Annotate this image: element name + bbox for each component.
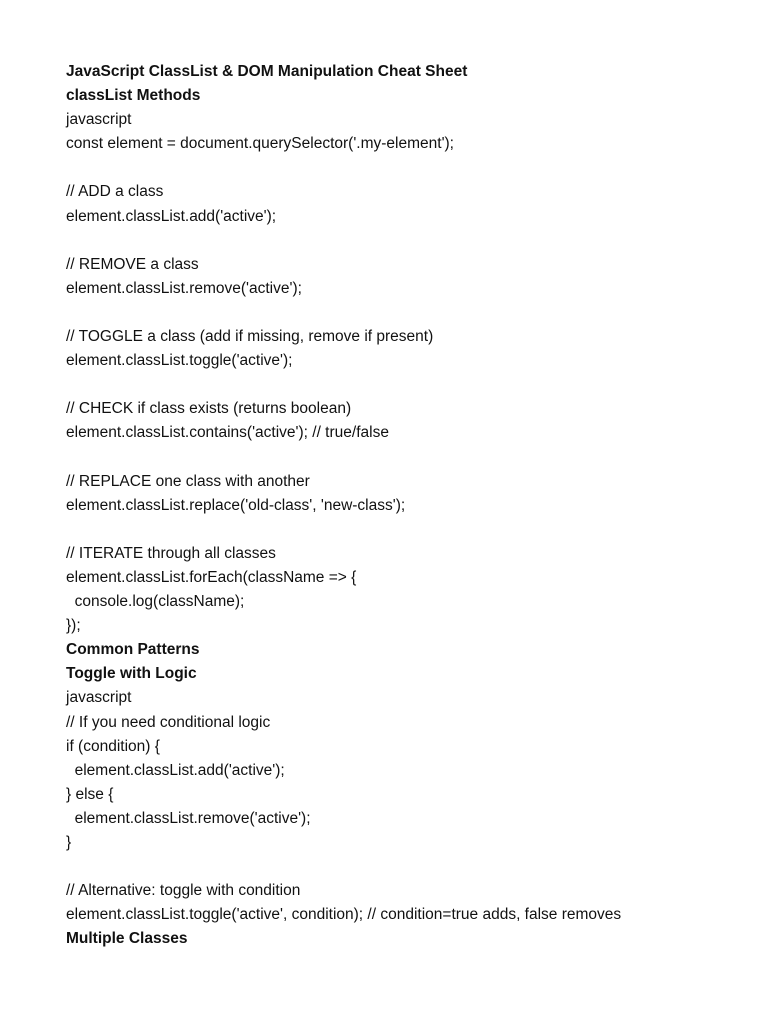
code-line: element.classList.forEach(className => {	[66, 568, 357, 586]
code-comment: // REMOVE a class	[66, 255, 199, 273]
code-line: element.classList.replace('old-class', 'new-class');	[66, 496, 406, 514]
code-line: element.classList.remove('active');	[66, 809, 311, 827]
code-line: element.classList.toggle('active');	[66, 352, 293, 370]
code-line: } else {	[66, 785, 114, 803]
code-line: console.log(className);	[66, 593, 245, 611]
blank-line	[66, 518, 746, 542]
code-comment: // ITERATE through all classes	[66, 544, 276, 562]
section-heading: Common Patterns	[66, 641, 200, 659]
code-line: element.classList.add('active');	[66, 761, 285, 779]
code-line: }	[66, 834, 72, 851]
code-line: });	[66, 617, 81, 635]
subsection-heading: Multiple Classes	[66, 930, 188, 948]
document-body	[66, 60, 746, 951]
code-line: const element = document.querySelector('.my-element');	[66, 135, 454, 153]
code-comment: // TOGGLE a class (add if missing, remove if present)	[66, 328, 434, 346]
blank-line	[66, 373, 746, 397]
code-comment: // ADD a class	[66, 183, 164, 201]
code-comment: // REPLACE one class with another	[66, 472, 310, 490]
code-line: element.classList.add('active');	[66, 207, 277, 225]
code-comment: // Alternative: toggle with condition	[66, 882, 301, 900]
code-line: element.classList.toggle('active', condition); // condition=true adds, false removes	[66, 906, 622, 924]
subsection-heading: Toggle with Logic	[66, 665, 197, 683]
blank-line	[66, 229, 746, 253]
code-comment: // If you need conditional logic	[66, 713, 271, 731]
section-heading: classList Methods	[66, 87, 201, 105]
document-title: JavaScript ClassList & DOM Manipulation Cheat Sheet	[66, 63, 468, 80]
blank-line	[66, 446, 746, 470]
blank-line	[66, 156, 746, 180]
code-comment: // CHECK if class exists (returns boolean)	[66, 400, 352, 418]
blank-line	[66, 855, 746, 879]
code-line: if (condition) {	[66, 737, 160, 755]
code-line: element.classList.contains('active'); // true/false	[66, 424, 389, 442]
blank-line	[66, 301, 746, 325]
code-line: element.classList.remove('active');	[66, 279, 302, 297]
code-language-label: javascript	[66, 689, 132, 707]
code-language-label: javascript	[66, 111, 132, 129]
